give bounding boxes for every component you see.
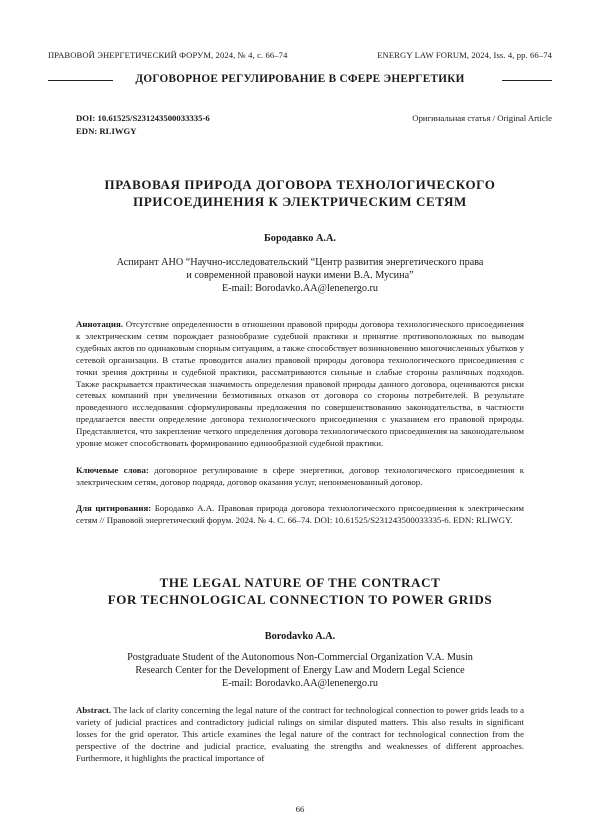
title-en-line2: FOR TECHNOLOGICAL CONNECTION TO POWER GRIDS [48, 591, 552, 608]
title-ru-line2: ПРИСОЕДИНЕНИЯ К ЭЛЕКТРИЧЕСКИМ СЕТЯМ [48, 193, 552, 210]
article-meta [76, 112, 552, 138]
abstract-en-text: The lack of clarity concerning the legal nature of the contract for technological connection to power grids leads to a variety of judicial practices and contradictory judicial rulings on similar disputed matters. This also results in significant losses for the grid operator. This article examines the legal nature of the contract for technological connection from the perspective of the doctrine and judicial practice, evaluating the strengths and weaknesses of different approaches. Furthermore, it highlights the practical importance of [76, 705, 524, 763]
article-type: Оригинальная статья / Original Article [412, 112, 552, 125]
doi: DOI: 10.61525/S231243500033335-6 [76, 112, 552, 125]
journal-header-en: ENERGY LAW FORUM, 2024, Iss. 4, pp. 66–74 [377, 50, 552, 60]
affiliation-ru [48, 256, 552, 295]
citation-ru-text: Бородавко А.А. Правовая природа договора технологического присоединения к электрическим сетям // Правовой энергетический форум. 2024. № 4. С. 66–74. DOI: 10.61525/S231243500033335-6. EDN: RLIWGY. [76, 503, 524, 525]
section-title: ДОГОВОРНОЕ РЕГУЛИРОВАНИЕ В СФЕРЕ ЭНЕРГЕТИКИ [48, 73, 552, 85]
citation-ru-label: Для цитирования: [76, 503, 151, 513]
affiliation-en [48, 651, 552, 690]
affiliation-ru-line1: Аспирант АНО “Научно-исследовательский “Центр развития энергетического права [48, 256, 552, 269]
abstract-ru-label: Аннотация. [76, 319, 123, 329]
email-en: E-mail: Borodavko.AA@lenenergo.ru [48, 677, 552, 690]
abstract-ru-text: Отсутствие определенности в отношении правовой природы договора технологического присоединения к электрическим сетям порождает разнообразие судебной практики и принятие противоположных по выводам судебных актов по одинаковым спорным ситуациям, а также способствует возникновению многочисленных убытков у сетевой организации. В статье проводится анализ правовой природы договора технологического присоединения с точки зрения доктрины и судебной практики, рассматриваются сильные и слабые стороны различных подходов. Также раскрывается практическая значимость определения правовой природы данного договора, оцениваются риски сетевых компаний при увеличении безмотивных отказов от договора со стороны потребителей. В результате проведенного исследования сформулированы предложения по совершенствованию законодательства, в частности предлагается ввести определение договора технологического присоединения с указанием его правовой природы. Представляется, что закрепление четкого определения договора технологического присоединения на законодательном уровне может способствовать формированию единообразной судебной практики. [76, 319, 524, 448]
page-number: 66 [0, 804, 600, 814]
abstract-en-label: Abstract. [76, 705, 111, 715]
article-title-ru [48, 176, 552, 210]
affiliation-en-line1: Postgraduate Student of the Autonomous Non-Commercial Organization V.A. Musin [48, 651, 552, 664]
title-ru-line1: ПРАВОВАЯ ПРИРОДА ДОГОВОРА ТЕХНОЛОГИЧЕСКОГО [48, 176, 552, 193]
running-header [48, 50, 552, 64]
journal-header-ru: ПРАВОВОЙ ЭНЕРГЕТИЧЕСКИЙ ФОРУМ, 2024, № 4, с. 66–74 [48, 50, 287, 60]
author-ru: Бородавко А.А. [48, 233, 552, 244]
abstract-en [76, 705, 524, 765]
edn: EDN: RLIWGY [76, 125, 552, 138]
author-en: Borodavko A.A. [48, 631, 552, 642]
keywords-ru [76, 465, 524, 489]
keywords-ru-label: Ключевые слова: [76, 465, 149, 475]
abstract-ru [76, 319, 524, 450]
affiliation-en-line2: Research Center for the Development of Energy Law and Modern Legal Science [48, 664, 552, 677]
section-heading [48, 70, 552, 90]
section-rule-right [502, 80, 552, 81]
citation-ru [76, 503, 524, 527]
email-ru: E-mail: Borodavko.AA@lenenergo.ru [48, 282, 552, 295]
title-en-line1: THE LEGAL NATURE OF THE CONTRACT [48, 574, 552, 591]
keywords-ru-text: договорное регулирование в сфере энергетики, договор технологического присоединения к электрическим сетям, договор подряда, договор оказания услуг, непоименованный договор. [76, 465, 524, 487]
article-title-en [48, 574, 552, 608]
affiliation-ru-line2: и современной правовой науки имени В.А. Мусина” [48, 269, 552, 282]
